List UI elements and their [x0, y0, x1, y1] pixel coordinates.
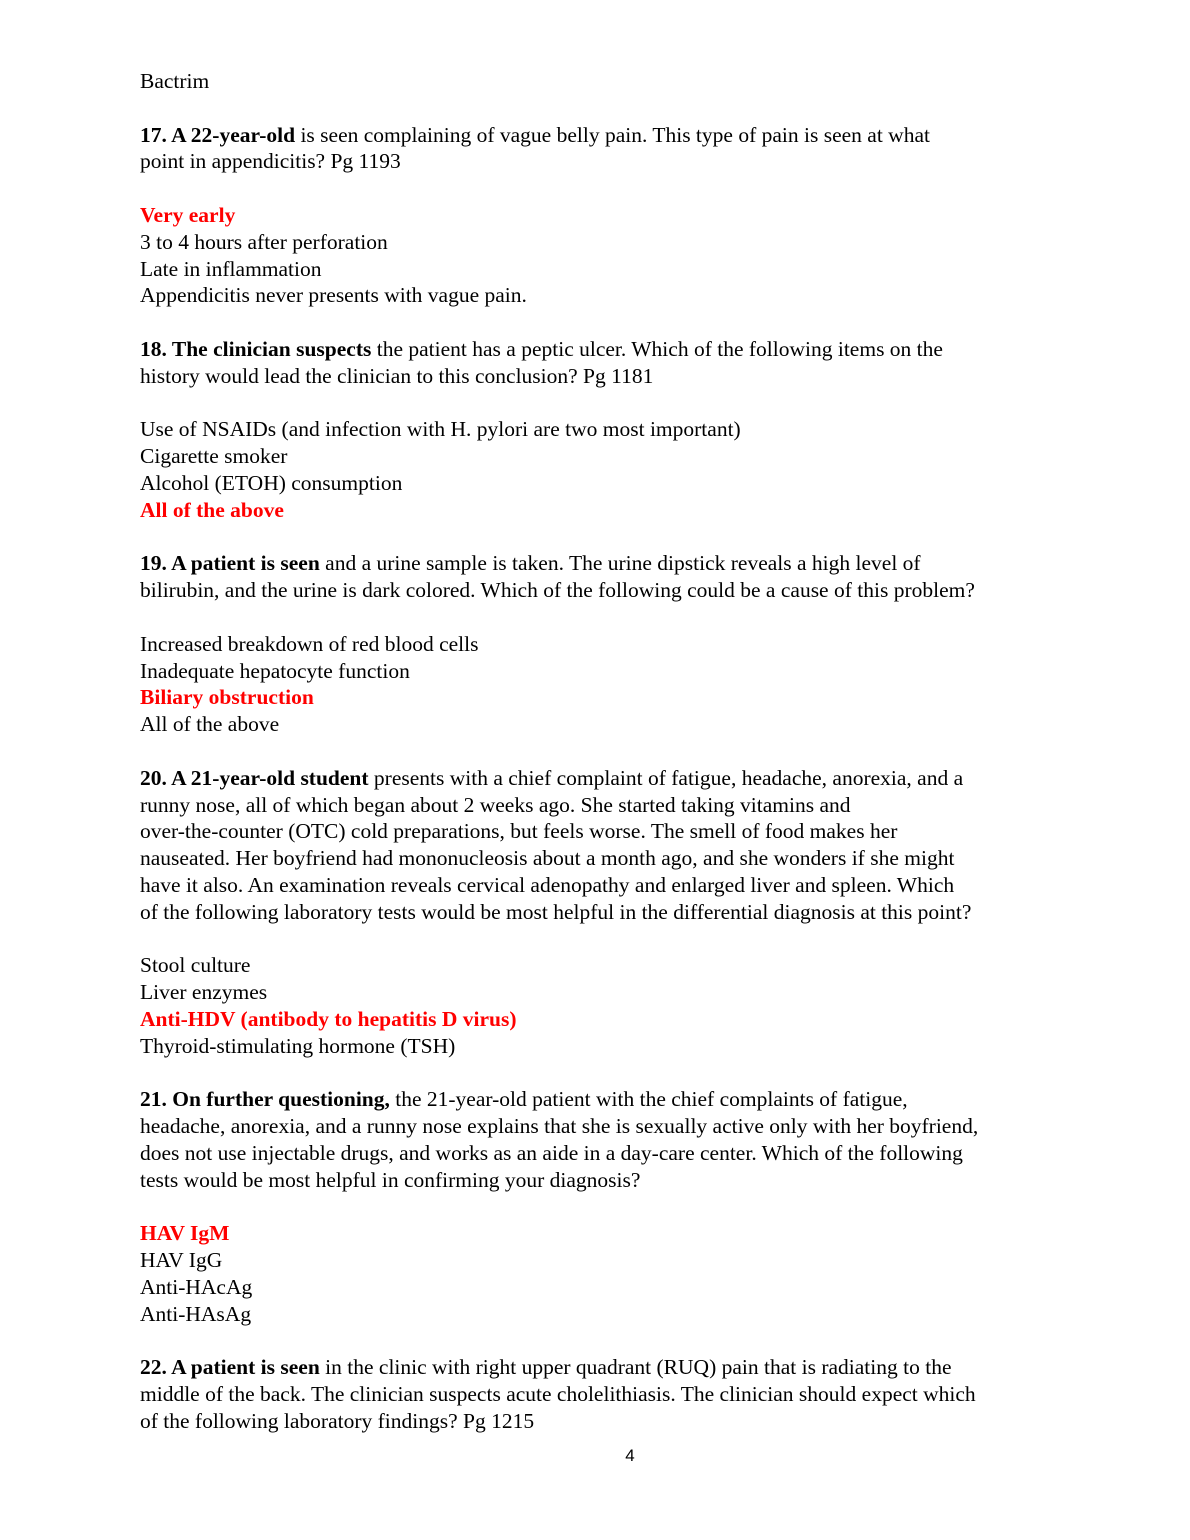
- question-stem-line: [140, 336, 1070, 363]
- question-stem-text: in the clinic with right upper quadrant (RUQ) pain that is radiating to the: [319, 1355, 952, 1380]
- question-stem-line: have it also. An examination reveals cervical adenopathy and enlarged liver and spleen. Which: [140, 872, 955, 897]
- answer-option: Alcohol (ETOH) consumption: [140, 470, 403, 495]
- answer-option-correct: HAV IgM: [140, 1221, 230, 1246]
- spacer: [140, 524, 1070, 551]
- question-stem-line: tests would be most helpful in confirming your diagnosis?: [140, 1167, 641, 1192]
- spacer: [140, 1327, 1070, 1354]
- question-stem-line: of the following laboratory findings? Pg 1215: [140, 1408, 535, 1433]
- answer-option: Cigarette smoker: [140, 444, 288, 469]
- question-stem-line: middle of the back. The clinician suspects acute cholelithiasis. The clinician should expect which: [140, 1382, 976, 1407]
- question-block: [140, 765, 1070, 1060]
- answer-option: Anti-HAcAg: [140, 1274, 253, 1299]
- answer-option: Liver enzymes: [140, 980, 268, 1005]
- leading-text: Bactrim: [140, 69, 210, 93]
- question-lead: 20. A 21-year-old student: [140, 765, 369, 790]
- question-stem-line: of the following laboratory tests would be most helpful in the differential diagnosis at this point?: [140, 899, 972, 924]
- spacer: [140, 1059, 1070, 1086]
- question-list: [140, 122, 1070, 1435]
- answer-option: Stool culture: [140, 953, 251, 978]
- question-stem-text: is seen complaining of vague belly pain. This type of pain is seen at what: [295, 122, 930, 147]
- question-stem-line: [140, 550, 1070, 577]
- question-lead: 22. A patient is seen: [140, 1355, 320, 1380]
- question-stem-text: and a urine sample is taken. The urine dipstick reveals a high level of: [319, 551, 921, 576]
- answer-option-correct: All of the above: [140, 497, 284, 522]
- answer-option: All of the above: [140, 712, 280, 737]
- question-lead: 19. A patient is seen: [140, 551, 320, 576]
- question-stem-line: over-the-counter (OTC) cold preparations, but feels worse. The smell of food makes her: [140, 819, 898, 844]
- spacer: [140, 604, 1070, 631]
- question-stem-line: point in appendicitis? Pg 1193: [140, 149, 401, 174]
- answer-option: HAV IgG: [140, 1248, 223, 1273]
- question-block: [140, 550, 1070, 738]
- spacer: [140, 309, 1070, 336]
- answer-option-correct: Anti-HDV (antibody to hepatitis D virus): [140, 1006, 517, 1031]
- answer-option: Thyroid-stimulating hormone (TSH): [140, 1033, 456, 1058]
- spacer: [140, 175, 1070, 202]
- question-stem-line: [140, 765, 1070, 792]
- spacer: [140, 95, 1070, 122]
- question-stem-line: [140, 122, 1070, 149]
- answer-option: 3 to 4 hours after perforation: [140, 229, 388, 254]
- spacer: [140, 390, 1070, 417]
- answer-option: Late in inflammation: [140, 256, 322, 281]
- spacer: [140, 1193, 1070, 1220]
- answer-option-correct: Very early: [140, 202, 236, 227]
- answer-option: Inadequate hepatocyte function: [140, 658, 410, 683]
- question-stem-text: presents with a chief complaint of fatigue, headache, anorexia, and a: [368, 765, 964, 790]
- question-block: [140, 336, 1070, 524]
- question-lead: 21. On further questioning,: [140, 1087, 390, 1112]
- spacer: [140, 738, 1070, 765]
- answer-option: Increased breakdown of red blood cells: [140, 631, 479, 656]
- page-number: 4: [625, 1446, 635, 1465]
- answer-option-correct: Biliary obstruction: [140, 685, 314, 710]
- answer-option: Appendicitis never presents with vague pain.: [140, 283, 527, 308]
- question-block: [140, 122, 1070, 310]
- question-stem-line: history would lead the clinician to this conclusion? Pg 1181: [140, 363, 654, 388]
- question-block: [140, 1086, 1070, 1327]
- spacer: [140, 926, 1070, 953]
- question-lead: 17. A 22-year-old: [140, 122, 296, 147]
- question-stem-line: [140, 1354, 1070, 1381]
- question-stem-text: the 21-year-old patient with the chief complaints of fatigue,: [389, 1087, 908, 1112]
- question-stem-line: runny nose, all of which began about 2 weeks ago. She started taking vitamins and: [140, 792, 851, 817]
- question-stem-line: bilirubin, and the urine is dark colored. Which of the following could be a cause of this problem?: [140, 578, 975, 603]
- question-stem-line: [140, 1086, 1070, 1113]
- answer-option: Anti-HAsAg: [140, 1301, 252, 1326]
- question-stem-line: does not use injectable drugs, and works as an aide in a day-care center. Which of the following: [140, 1140, 963, 1165]
- question-stem-line: headache, anorexia, and a runny nose explains that she is sexually active only with her boyfriend,: [140, 1114, 979, 1139]
- question-lead: 18. The clinician suspects: [140, 336, 372, 361]
- question-stem-line: nauseated. Her boyfriend had mononucleosis about a month ago, and she wonders if she might: [140, 846, 955, 871]
- question-stem-text: the patient has a peptic ulcer. Which of the following items on the: [371, 336, 943, 361]
- question-block: [140, 1354, 1070, 1434]
- answer-option: Use of NSAIDs (and infection with H. pylori are two most important): [140, 417, 741, 442]
- document-page: [140, 68, 1070, 1435]
